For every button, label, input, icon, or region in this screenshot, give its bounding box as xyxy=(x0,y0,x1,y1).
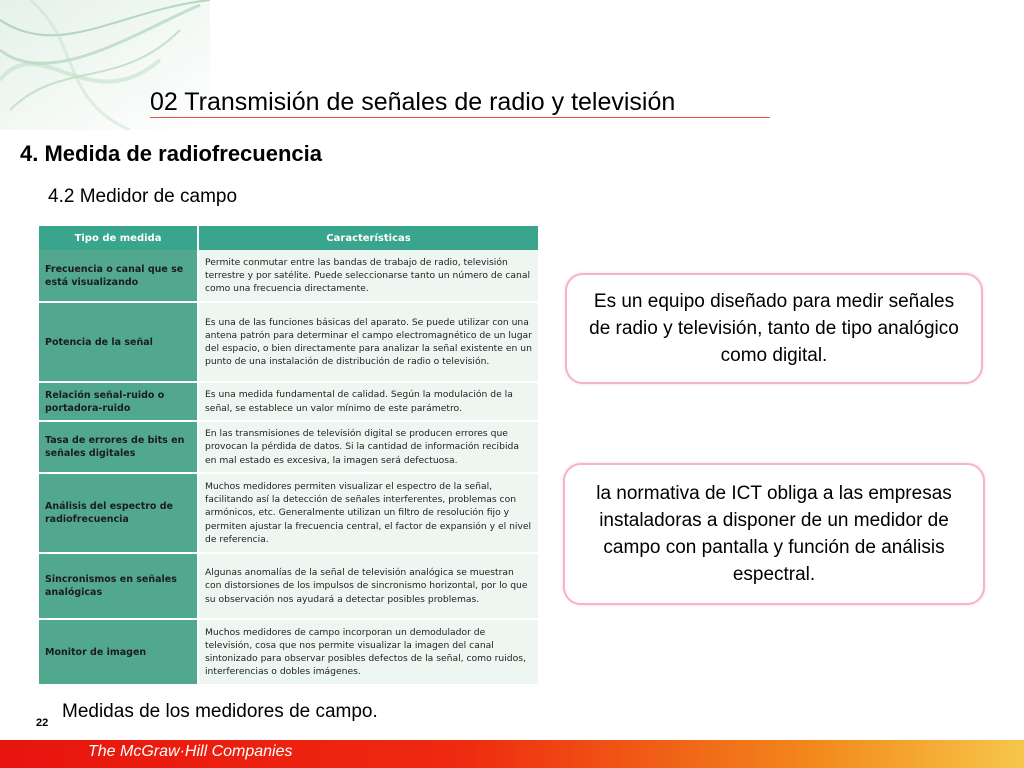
table-row xyxy=(39,473,539,553)
table-row xyxy=(39,553,539,619)
callout-definition xyxy=(565,273,983,384)
table-row xyxy=(39,382,539,421)
slide-title: 02 Transmisión de señales de radio y televisión xyxy=(150,88,676,116)
table-row xyxy=(39,250,539,302)
subsection-heading: 4.2 Medidor de campo xyxy=(48,186,238,207)
measure-desc-cell: Es una medida fundamental de calidad. Según la modulación de la señal, se establece un valor mínimo de este parámetro. xyxy=(198,382,539,421)
page-number: 22 xyxy=(36,717,49,729)
measure-desc-cell: Algunas anomalías de la señal de televisión analógica se muestran con distorsiones de los impulsos de sincronismo horizontal, por lo que su observación nos ayudará a detectar posibles problemas. xyxy=(198,553,539,619)
column-header-type: Tipo de medida xyxy=(39,226,198,250)
callout-definition-text: Es un equipo diseñado para medir señales de radio y televisión, tanto de tipo analógico como digital. xyxy=(589,291,959,366)
measurements-table xyxy=(39,226,540,686)
measure-type-cell: Relación señal-ruido o portadora-ruido xyxy=(39,382,198,421)
column-header-characteristics: Características xyxy=(198,226,539,250)
measure-type-cell: Potencia de la señal xyxy=(39,302,198,382)
measure-desc-cell: Es una de las funciones básicas del aparato. Se puede utilizar con una antena patrón para determinar el campo electromagnético de un lugar del espacio, o bien directamente para analizar la señal existente en un punto de una instalación de distribución de radio o televisión. xyxy=(198,302,539,382)
section-heading: 4. Medida de radiofrecuencia xyxy=(20,141,322,166)
table-caption: Medidas de los medidores de campo. xyxy=(62,701,378,722)
callout-regulation xyxy=(563,463,985,605)
table-header-row xyxy=(39,226,539,250)
measure-desc-cell: En las transmisiones de televisión digital se producen errores que provocan la pérdida de datos. Si la cantidad de información recibida en mal estado es excesiva, la imagen será defectuosa. xyxy=(198,421,539,473)
footer-bar xyxy=(0,740,1024,768)
table-row xyxy=(39,302,539,382)
measure-type-cell: Análisis del espectro de radiofrecuencia xyxy=(39,473,198,553)
callout-regulation-text: la normativa de ICT obliga a las empresas instaladoras a disponer de un medidor de campo con pantalla y función de análisis espectral. xyxy=(596,483,952,585)
table-row xyxy=(39,619,539,685)
title-underline xyxy=(150,117,770,118)
measure-type-cell: Monitor de imagen xyxy=(39,619,198,685)
measure-type-cell: Tasa de errores de bits en señales digitales xyxy=(39,421,198,473)
measure-type-cell: Frecuencia o canal que se está visualizando xyxy=(39,250,198,302)
measure-desc-cell: Muchos medidores permiten visualizar el espectro de la señal, facilitando así la detección de señales interferentes, problemas con armónicos, etc. Generalmente utilizan un filtro de resolución fijo y permiten ajustar la frecuencia central, el factor de expansión y el nivel de referencia. xyxy=(198,473,539,553)
measure-type-cell: Sincronismos en señales analógicas xyxy=(39,553,198,619)
measure-desc-cell: Muchos medidores de campo incorporan un demodulador de televisión, cosa que nos permite visualizar la imagen del canal sintonizado para observar posibles defectos de la señal, como ruidos, interferencias o dobles imágenes. xyxy=(198,619,539,685)
table-row xyxy=(39,421,539,473)
brand-logo: The McGraw·Hill Companies xyxy=(88,743,293,760)
measure-desc-cell: Permite conmutar entre las bandas de trabajo de radio, televisión terrestre y por satélite. Puede seleccionarse tanto un número de canal como una frecuencia directamente. xyxy=(198,250,539,302)
